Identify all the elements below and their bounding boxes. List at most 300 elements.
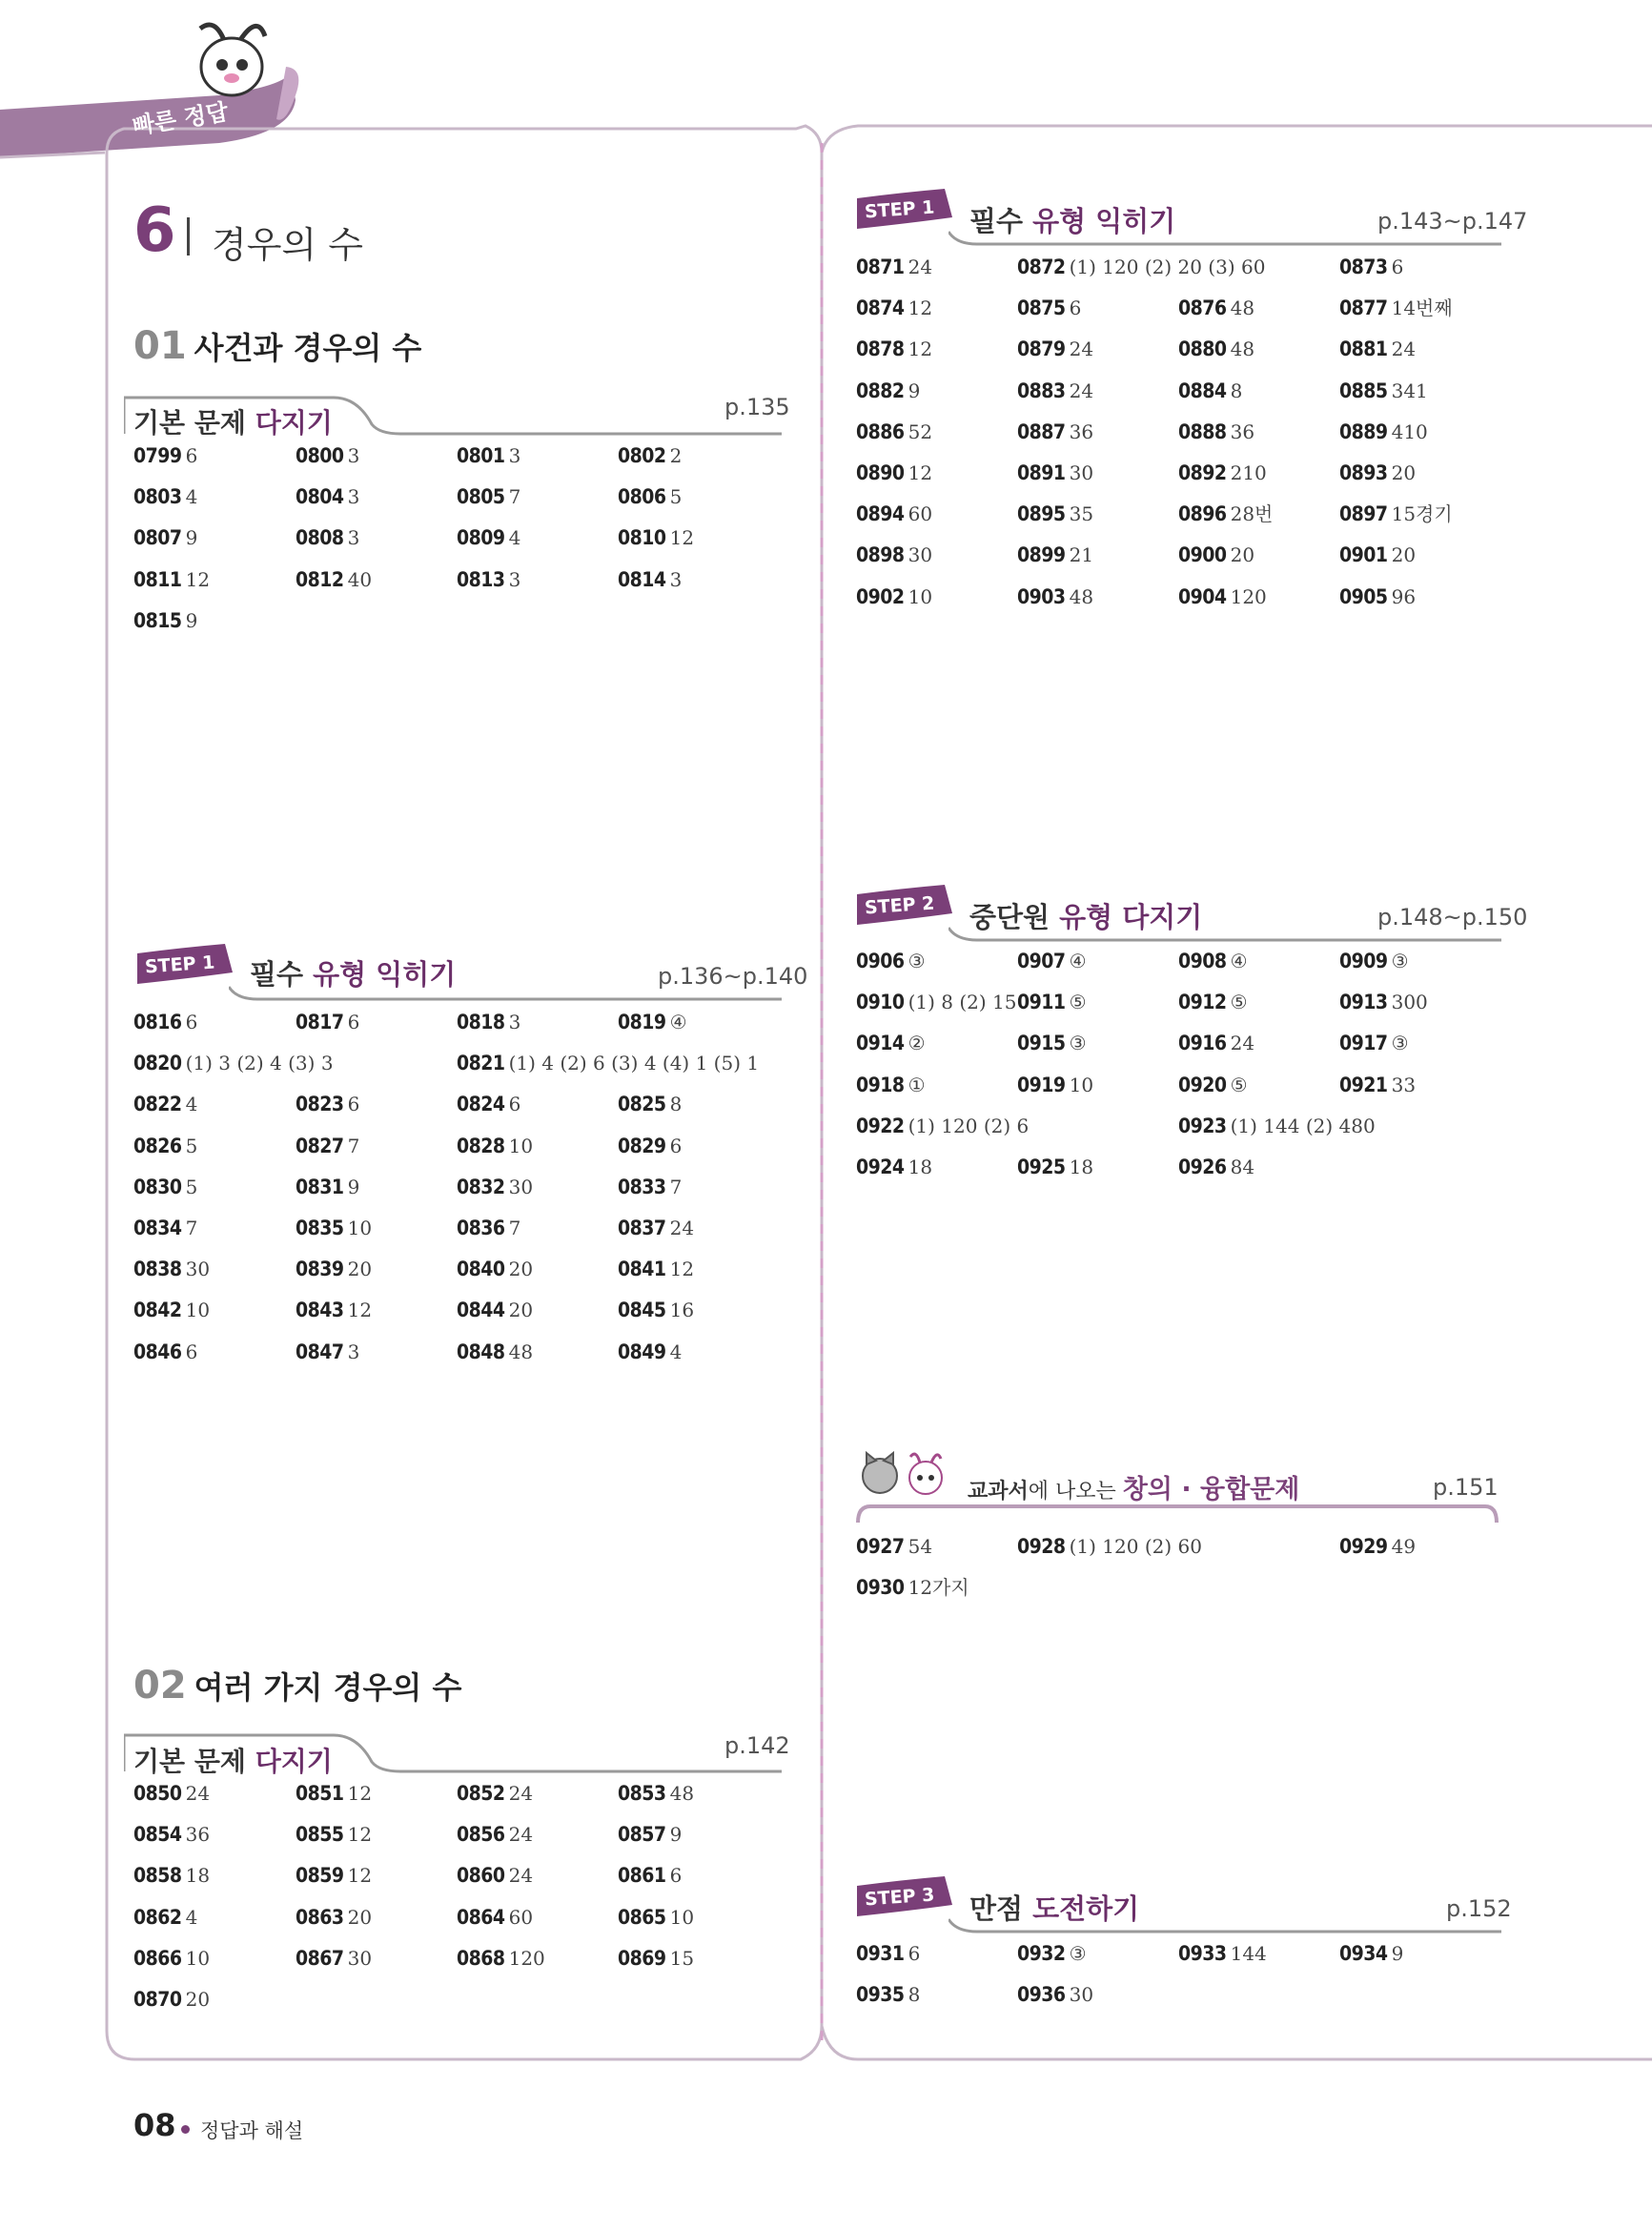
answer-item xyxy=(856,947,926,975)
problem-number: 0847 xyxy=(296,1340,344,1363)
answer-value: 24 xyxy=(508,1864,534,1888)
problem-number: 0892 xyxy=(1178,461,1227,484)
problem-number: 0890 xyxy=(856,461,905,484)
answer-item xyxy=(1178,1112,1376,1140)
answer-value: 2 xyxy=(669,444,683,467)
answer-value: ⑤ xyxy=(1230,1073,1248,1096)
problem-number: 0889 xyxy=(1339,419,1388,443)
answer-value: 36 xyxy=(1230,419,1255,443)
answer-item xyxy=(856,418,932,446)
answer-item xyxy=(618,523,694,552)
problem-number: 0913 xyxy=(1339,991,1388,1014)
answer-value: 36 xyxy=(1069,419,1094,443)
answer-item xyxy=(856,1029,926,1057)
heading-part: 교과서 xyxy=(968,1480,1029,1504)
answer-item xyxy=(1178,500,1273,528)
problem-number: 0874 xyxy=(856,297,905,320)
problem-number: 0867 xyxy=(296,1946,344,1970)
answer-value: 9 xyxy=(185,526,198,550)
answer-item xyxy=(1339,294,1453,322)
answer-item xyxy=(296,1861,372,1890)
page-reference: p.135 xyxy=(724,394,790,420)
problem-number: 0877 xyxy=(1339,297,1388,320)
answer-value: 6 xyxy=(508,1093,521,1116)
answer-value: 20 xyxy=(347,1905,373,1929)
problem-number: 0904 xyxy=(1178,584,1227,608)
problem-number: 0876 xyxy=(1178,297,1227,320)
problem-number: 0920 xyxy=(1178,1073,1227,1096)
answer-value: 60 xyxy=(508,1905,534,1929)
problem-number: 0908 xyxy=(1178,950,1227,972)
answer-value: 30 xyxy=(1069,461,1094,484)
answer-item xyxy=(1017,988,1087,1016)
answer-item xyxy=(618,1173,682,1201)
problem-number: 0866 xyxy=(133,1946,182,1970)
answer-item xyxy=(133,1049,334,1077)
answer-value: ② xyxy=(908,1032,926,1055)
answer-item xyxy=(856,500,932,528)
answer-item xyxy=(618,1296,694,1324)
answer-value: 6 xyxy=(185,444,198,467)
heading-part: 필수 xyxy=(250,958,314,991)
problem-number: 0881 xyxy=(1339,338,1388,361)
answer-value: 8 xyxy=(669,1093,683,1116)
answer-item xyxy=(1178,1153,1254,1181)
answer-item xyxy=(618,1214,694,1242)
answer-item xyxy=(1017,1939,1087,1968)
answer-item xyxy=(1339,541,1416,569)
problem-number: 0929 xyxy=(1339,1535,1388,1558)
answer-item xyxy=(618,1779,694,1808)
section-title-01 xyxy=(133,324,421,368)
problem-number: 0934 xyxy=(1339,1942,1388,1965)
answer-item xyxy=(133,1338,197,1366)
answer-item xyxy=(856,253,932,281)
heading-highlight: 유형 익히기 xyxy=(313,958,457,991)
answer-value: 20 xyxy=(1230,543,1255,567)
problem-number: 0898 xyxy=(856,543,905,567)
problem-number: 0885 xyxy=(1339,378,1388,402)
problem-number: 0846 xyxy=(133,1340,182,1363)
problem-number: 0845 xyxy=(618,1299,666,1322)
answer-value: 10 xyxy=(1069,1073,1094,1096)
answer-item xyxy=(457,441,520,470)
problem-number: 0923 xyxy=(1178,1114,1227,1137)
answer-value: 12 xyxy=(347,1299,373,1322)
problem-number: 0850 xyxy=(133,1782,182,1805)
answer-item xyxy=(1339,947,1409,975)
problem-number: 0897 xyxy=(1339,502,1388,526)
answer-item xyxy=(133,1008,197,1036)
answer-value: 12 xyxy=(669,1258,695,1281)
answer-item xyxy=(457,1008,520,1036)
answer-value: 3 xyxy=(347,1340,360,1363)
answer-item xyxy=(1017,418,1093,446)
problem-number: 0880 xyxy=(1178,338,1227,361)
problem-number: 0935 xyxy=(856,1983,905,2007)
answer-item xyxy=(856,1939,920,1968)
problem-number: 0824 xyxy=(457,1093,505,1116)
answer-value: 24 xyxy=(1391,338,1417,361)
answer-value: 28번 xyxy=(1230,502,1274,526)
answer-value: 300 xyxy=(1391,991,1428,1014)
problem-number: 0925 xyxy=(1017,1156,1066,1178)
problem-number: 0838 xyxy=(133,1258,182,1281)
answer-item xyxy=(856,541,932,569)
problem-number: 0861 xyxy=(618,1864,666,1888)
answer-item xyxy=(856,459,932,487)
answer-item xyxy=(618,1944,694,1973)
page-reference: p.151 xyxy=(1433,1474,1499,1501)
problem-number: 0815 xyxy=(133,608,182,632)
answer-value: 10 xyxy=(347,1217,373,1239)
answer-value: 6 xyxy=(185,1340,198,1363)
heading-part: 기본 문제 xyxy=(133,407,255,439)
problem-number: 0837 xyxy=(618,1217,666,1239)
answer-item xyxy=(457,1255,533,1283)
answer-item xyxy=(618,441,682,470)
answer-item xyxy=(618,1820,682,1849)
problem-number: 0922 xyxy=(856,1114,905,1137)
answer-value: 52 xyxy=(908,419,933,443)
answer-item xyxy=(618,1861,682,1890)
problem-number: 0807 xyxy=(133,526,182,550)
problem-number: 0901 xyxy=(1339,543,1388,567)
answer-item xyxy=(296,1132,359,1160)
answer-value: 6 xyxy=(347,1011,360,1033)
answer-item xyxy=(856,377,920,405)
problem-number: 0809 xyxy=(457,526,505,550)
heading-highlight: 다지기 xyxy=(255,407,333,439)
heading-underline xyxy=(948,1914,1520,1933)
answer-value: 21 xyxy=(1069,543,1094,567)
footer-title: 정답과 해설 xyxy=(200,2119,304,2142)
answer-item xyxy=(856,335,932,363)
answer-value: ⑤ xyxy=(1230,991,1248,1014)
answer-value: 4 xyxy=(185,1093,198,1116)
problem-number: 0843 xyxy=(296,1299,344,1322)
answer-item xyxy=(457,1049,759,1077)
step-badge-label: STEP 2 xyxy=(864,892,936,919)
answer-item xyxy=(1178,583,1267,611)
answer-value: 48 xyxy=(508,1340,534,1363)
page-reference: p.148~p.150 xyxy=(1377,904,1528,931)
answer-value: 7 xyxy=(347,1134,360,1157)
heading-highlight: 유형 다지기 xyxy=(1059,901,1203,933)
heading-underline xyxy=(856,1499,1504,1527)
answer-value: 120 xyxy=(508,1946,545,1970)
answer-item xyxy=(296,1173,359,1201)
problem-number: 0831 xyxy=(296,1175,344,1198)
answer-item xyxy=(1339,500,1453,528)
problem-number: 0810 xyxy=(618,526,666,550)
heading-underline xyxy=(124,386,791,443)
answer-item xyxy=(296,1090,359,1118)
answer-item xyxy=(296,1903,372,1932)
answer-value: 12가지 xyxy=(908,1576,969,1600)
answer-item xyxy=(296,1255,372,1283)
answer-value: 18 xyxy=(1069,1156,1094,1178)
problem-number: 0879 xyxy=(1017,338,1066,361)
answer-value: 24 xyxy=(508,1823,534,1847)
answer-value: 6 xyxy=(1069,297,1082,320)
answer-value: 48 xyxy=(1069,584,1094,608)
answer-item xyxy=(1339,377,1428,405)
answer-item xyxy=(1017,541,1093,569)
answer-value: ① xyxy=(908,1073,926,1096)
problem-number: 0823 xyxy=(296,1093,344,1116)
page-reference: p.143~p.147 xyxy=(1377,208,1528,235)
answer-value: 14번째 xyxy=(1391,297,1453,320)
answer-value: 341 xyxy=(1391,378,1428,402)
answer-item xyxy=(856,1980,920,2009)
answer-item xyxy=(1178,988,1248,1016)
answer-value: 6 xyxy=(347,1093,360,1116)
problem-number: 0839 xyxy=(296,1258,344,1281)
answer-value: 9 xyxy=(908,378,921,402)
answer-value: 4 xyxy=(669,1340,683,1363)
answer-item xyxy=(133,1779,210,1808)
problem-number: 0875 xyxy=(1017,297,1066,320)
answer-item xyxy=(296,1820,372,1849)
footer-bullet xyxy=(181,2125,190,2134)
answer-item xyxy=(1339,1071,1416,1099)
heading-part: 기본 문제 xyxy=(133,1746,255,1777)
problem-number: 0802 xyxy=(618,444,666,467)
answer-item xyxy=(1339,1939,1403,1968)
answer-value: 24 xyxy=(185,1782,211,1805)
answer-item xyxy=(457,1779,533,1808)
answer-item xyxy=(1339,418,1428,446)
answer-value: 24 xyxy=(1069,378,1094,402)
answer-item xyxy=(618,1132,682,1160)
answer-value: 7 xyxy=(669,1175,683,1198)
answer-value: (1) 3 (2) 4 (3) 3 xyxy=(185,1052,334,1075)
answer-value: 5 xyxy=(669,485,683,509)
answer-item xyxy=(457,1173,533,1201)
problem-number: 0835 xyxy=(296,1217,344,1239)
problem-number: 0882 xyxy=(856,378,905,402)
answer-value: 6 xyxy=(669,1864,683,1888)
problem-number: 0931 xyxy=(856,1942,905,1965)
problem-number: 0813 xyxy=(457,567,505,591)
problem-number: 0928 xyxy=(1017,1535,1066,1558)
answer-item xyxy=(618,1090,682,1118)
problem-number: 0828 xyxy=(457,1134,505,1157)
answer-value: 3 xyxy=(508,444,521,467)
answer-value: 10 xyxy=(908,584,933,608)
answer-item xyxy=(1339,335,1416,363)
problem-number: 0811 xyxy=(133,567,182,591)
answer-item xyxy=(296,1214,372,1242)
answer-item xyxy=(133,565,210,594)
answer-item xyxy=(457,523,520,552)
answer-item xyxy=(1017,1071,1093,1099)
answer-value: 6 xyxy=(908,1942,921,1965)
page-reference: p.136~p.140 xyxy=(658,963,808,990)
answer-value: 24 xyxy=(1069,338,1094,361)
answer-value: 48 xyxy=(1230,338,1255,361)
answer-value: 9 xyxy=(185,608,198,632)
heading-highlight: 유형 익히기 xyxy=(1032,205,1176,237)
problem-number: 0853 xyxy=(618,1782,666,1805)
problem-number: 0873 xyxy=(1339,256,1388,278)
answer-item xyxy=(133,482,197,511)
problem-number: 0912 xyxy=(1178,991,1227,1014)
answer-item xyxy=(618,482,682,511)
answer-value: 20 xyxy=(1391,543,1417,567)
problem-number: 0910 xyxy=(856,991,905,1014)
answer-value: 120 xyxy=(1230,584,1267,608)
answer-value: 12 xyxy=(347,1864,373,1888)
problem-number: 0863 xyxy=(296,1905,344,1929)
answer-item xyxy=(618,1255,694,1283)
problem-number: 0816 xyxy=(133,1011,182,1033)
answer-value: 10 xyxy=(508,1134,534,1157)
answer-value: 12 xyxy=(908,461,933,484)
answer-item xyxy=(1017,583,1093,611)
heading-underline xyxy=(229,982,801,1001)
answer-value: 12 xyxy=(347,1823,373,1847)
problem-number: 0891 xyxy=(1017,461,1066,484)
problem-number: 0805 xyxy=(457,485,505,509)
heading-part: 중단원 xyxy=(969,901,1060,933)
answer-item xyxy=(1339,988,1428,1016)
answer-value: 12 xyxy=(185,567,211,591)
section-title-text: 사건과 경우의 수 xyxy=(194,330,422,366)
problem-number: 0869 xyxy=(618,1946,666,1970)
answer-value: ③ xyxy=(1069,1032,1087,1055)
answer-value: 30 xyxy=(185,1258,211,1281)
answer-item xyxy=(856,1573,969,1602)
answer-item xyxy=(1178,377,1242,405)
answer-item xyxy=(856,1532,932,1561)
problem-number: 0887 xyxy=(1017,419,1066,443)
answer-item xyxy=(133,1132,197,1160)
answer-value: 9 xyxy=(347,1175,360,1198)
answer-item xyxy=(856,1112,1029,1140)
answer-item xyxy=(856,988,1017,1016)
problem-number: 0868 xyxy=(457,1946,505,1970)
answer-value: (1) 120 (2) 60 xyxy=(1069,1535,1202,1558)
answer-value: 8 xyxy=(908,1983,921,2007)
answer-value: ④ xyxy=(669,1011,687,1033)
problem-number: 0895 xyxy=(1017,502,1066,526)
answer-value: 15경기 xyxy=(1391,502,1453,526)
answer-item xyxy=(296,441,359,470)
problem-number: 0832 xyxy=(457,1175,505,1198)
problem-number: 0818 xyxy=(457,1011,505,1033)
problem-number: 0902 xyxy=(856,584,905,608)
answer-value: 7 xyxy=(508,1217,521,1239)
section-title-text: 여러 가지 경우의 수 xyxy=(194,1669,462,1706)
problem-number: 0907 xyxy=(1017,950,1066,972)
answer-item xyxy=(457,565,520,594)
heading-highlight: 창의 · 융합문제 xyxy=(1122,1475,1300,1504)
problem-number: 0884 xyxy=(1178,378,1227,402)
problem-number: 0851 xyxy=(296,1782,344,1805)
problem-number: 0808 xyxy=(296,526,344,550)
answer-value: 12 xyxy=(669,526,695,550)
cat-rabbit-mascot-icon xyxy=(853,1447,958,1504)
problem-number: 0857 xyxy=(618,1823,666,1847)
problem-number: 0803 xyxy=(133,485,182,509)
answer-value: 30 xyxy=(908,543,933,567)
answer-value: ③ xyxy=(1069,1942,1087,1965)
answer-value: 24 xyxy=(669,1217,695,1239)
problem-number: 0844 xyxy=(457,1299,505,1322)
section-title-02 xyxy=(133,1664,461,1708)
answer-item xyxy=(1178,294,1254,322)
answer-item xyxy=(1178,541,1254,569)
page-reference: p.152 xyxy=(1446,1895,1512,1922)
problem-number: 0817 xyxy=(296,1011,344,1033)
problem-number: 0905 xyxy=(1339,584,1388,608)
answer-item xyxy=(133,1861,210,1890)
problem-number: 0865 xyxy=(618,1905,666,1929)
answer-value: 60 xyxy=(908,502,933,526)
problem-number: 0915 xyxy=(1017,1032,1066,1055)
answer-item xyxy=(1017,500,1093,528)
page-number: 08 xyxy=(133,2107,176,2143)
answer-item xyxy=(457,1338,533,1366)
problem-number: 0899 xyxy=(1017,543,1066,567)
answer-value: 12 xyxy=(908,297,933,320)
answer-value: 18 xyxy=(185,1864,211,1888)
answer-item xyxy=(133,1090,197,1118)
section-number: 01 xyxy=(133,324,187,368)
answer-value: 30 xyxy=(508,1175,534,1198)
problem-number: 0848 xyxy=(457,1340,505,1363)
problem-number: 0800 xyxy=(296,444,344,467)
problem-number: 0872 xyxy=(1017,256,1066,278)
answer-item xyxy=(1178,418,1254,446)
answer-value: 33 xyxy=(1391,1073,1417,1096)
answer-value: 20 xyxy=(508,1258,534,1281)
problem-number: 0917 xyxy=(1339,1032,1388,1055)
answer-value: ④ xyxy=(1230,950,1248,972)
answer-value: 6 xyxy=(669,1134,683,1157)
answer-value: ⑤ xyxy=(1069,991,1087,1014)
problem-number: 0914 xyxy=(856,1032,905,1055)
answer-value: 36 xyxy=(185,1823,211,1847)
answer-value: 40 xyxy=(347,567,373,591)
problem-number: 0936 xyxy=(1017,1983,1066,2007)
answer-item xyxy=(618,1008,687,1036)
answer-item xyxy=(1178,1939,1267,1968)
answer-item xyxy=(133,1903,197,1932)
chapter-number: 6 xyxy=(133,195,176,266)
answer-value: 6 xyxy=(185,1011,198,1033)
answer-item xyxy=(856,1153,932,1181)
answer-item xyxy=(296,565,372,594)
answer-value: 3 xyxy=(508,1011,521,1033)
answer-value: 4 xyxy=(185,485,198,509)
answer-value: 3 xyxy=(347,444,360,467)
answer-item xyxy=(457,1296,533,1324)
answer-item xyxy=(618,1338,682,1366)
problem-number: 0827 xyxy=(296,1134,344,1157)
step-badge-label: STEP 1 xyxy=(144,951,216,978)
problem-number: 0860 xyxy=(457,1864,505,1888)
problem-number: 0896 xyxy=(1178,502,1227,526)
problem-number: 0830 xyxy=(133,1175,182,1198)
answer-item xyxy=(457,1944,545,1973)
answer-value: 24 xyxy=(908,256,933,278)
answer-item xyxy=(457,1132,533,1160)
answer-value: 20 xyxy=(185,1988,211,2011)
problem-number: 0854 xyxy=(133,1823,182,1847)
